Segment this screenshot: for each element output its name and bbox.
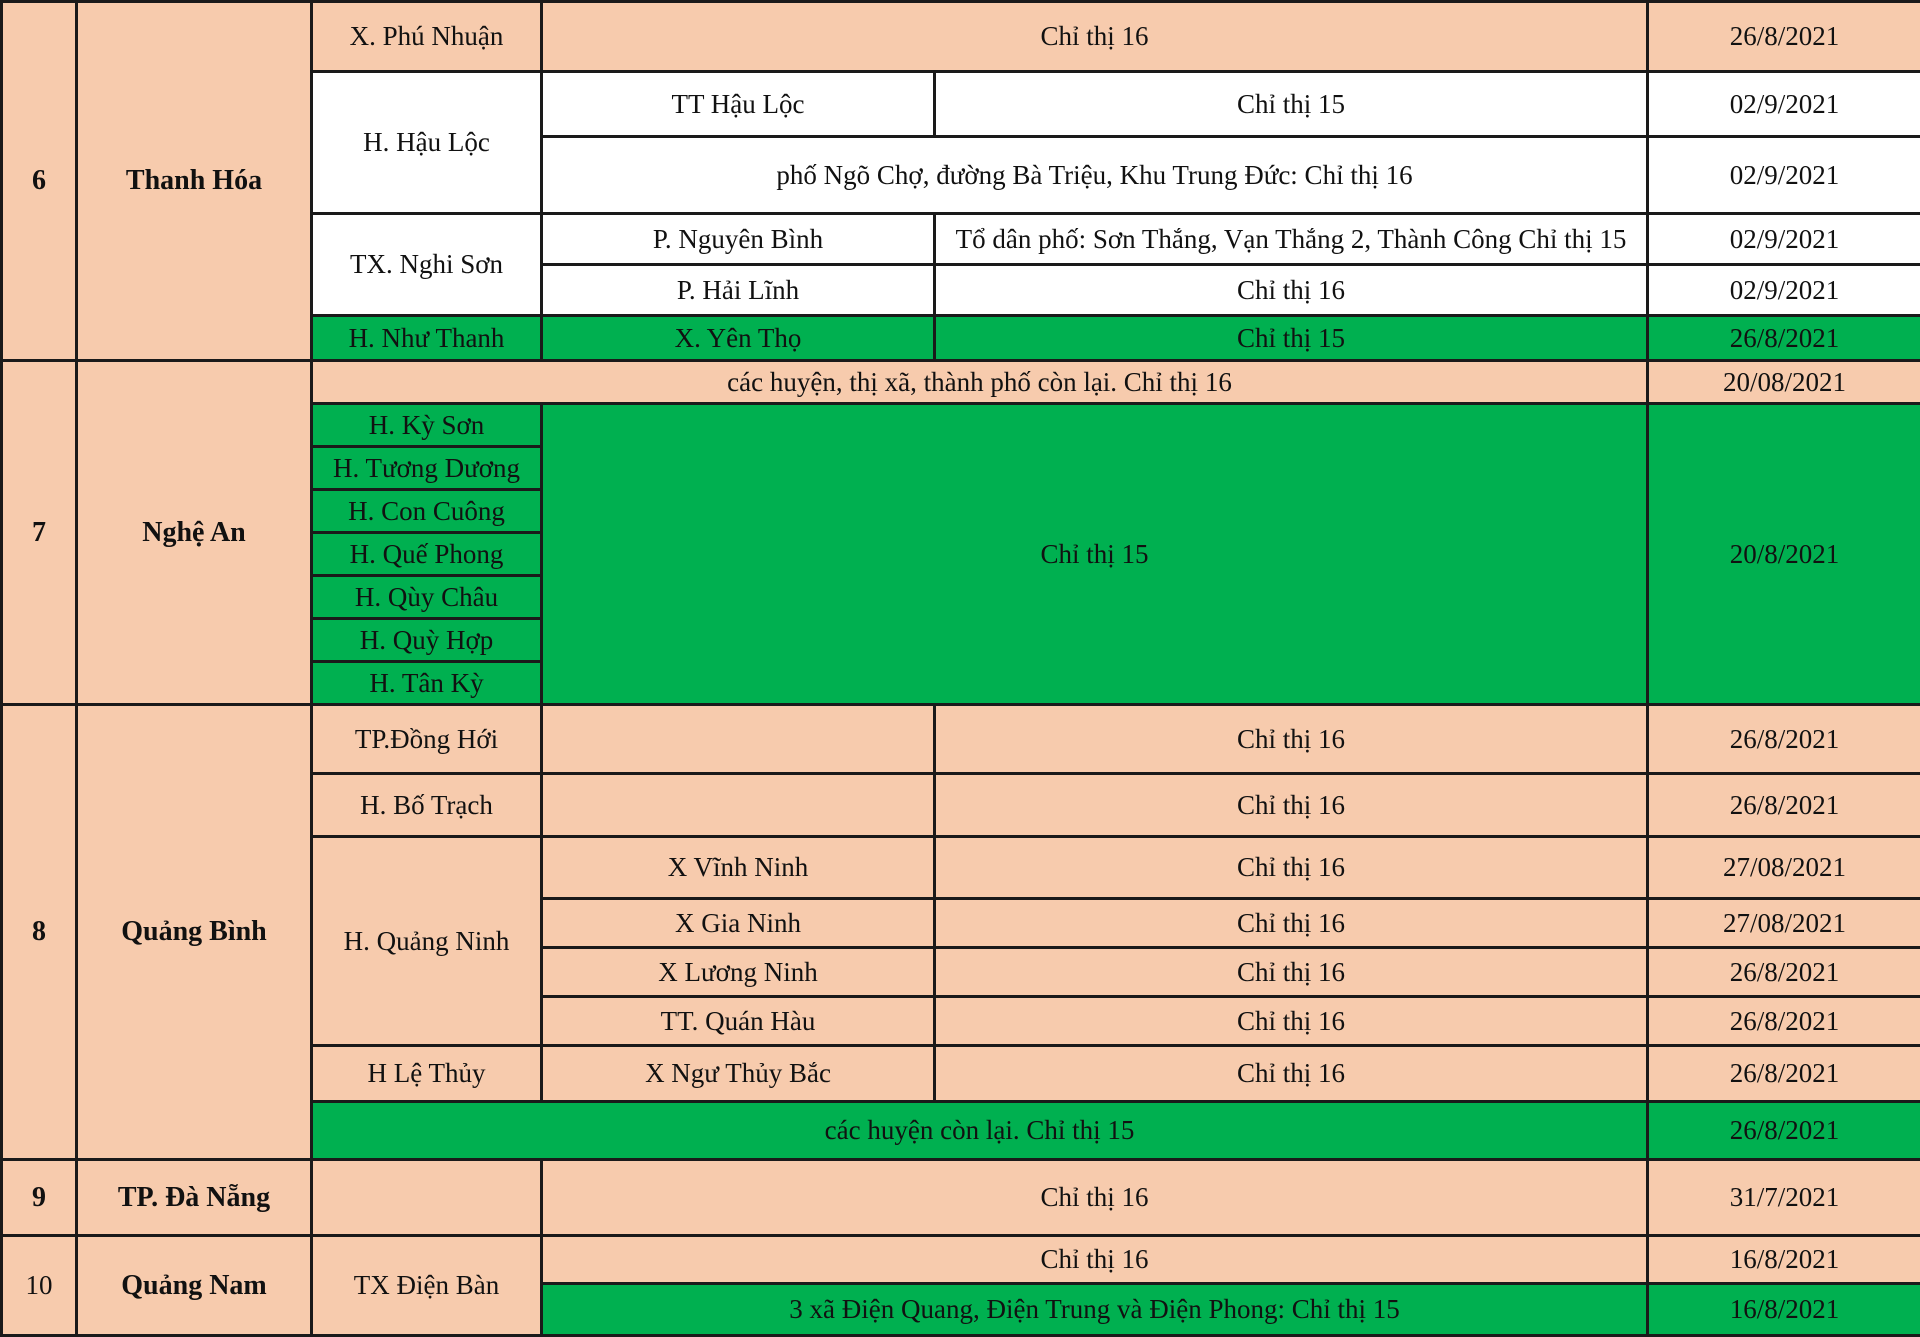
measure-cell: các huyện còn lại. Chỉ thị 15 bbox=[312, 1102, 1648, 1160]
measure-cell: Chỉ thị 16 bbox=[935, 705, 1648, 774]
date-cell: 26/8/2021 bbox=[1648, 1102, 1920, 1160]
area-cell bbox=[542, 705, 935, 774]
area-cell bbox=[542, 774, 935, 837]
date-cell: 26/8/2021 bbox=[1648, 2, 1920, 72]
date-cell: 02/9/2021 bbox=[1648, 214, 1920, 265]
date-cell: 26/8/2021 bbox=[1648, 948, 1920, 997]
group-measure-cell: Chỉ thị 15 bbox=[542, 404, 1648, 705]
district-cell: TP.Đồng Hới bbox=[312, 705, 542, 774]
area-cell: X Lương Ninh bbox=[542, 948, 935, 997]
measure-cell: Chỉ thị 16 bbox=[542, 1160, 1648, 1236]
date-cell: 02/9/2021 bbox=[1648, 72, 1920, 137]
province-name: TP. Đà Nẵng bbox=[77, 1160, 312, 1236]
row-number: 10 bbox=[2, 1236, 77, 1336]
group-date-cell: 20/8/2021 bbox=[1648, 404, 1920, 705]
date-cell: 26/8/2021 bbox=[1648, 316, 1920, 361]
date-cell: 02/9/2021 bbox=[1648, 137, 1920, 214]
measure-cell: Chỉ thị 15 bbox=[935, 316, 1648, 361]
area-cell: TT Hậu Lộc bbox=[542, 72, 935, 137]
area-cell: X Gia Ninh bbox=[542, 899, 935, 948]
district-cell: H. Tân Kỳ bbox=[312, 662, 542, 705]
date-cell: 02/9/2021 bbox=[1648, 265, 1920, 316]
date-cell: 26/8/2021 bbox=[1648, 1046, 1920, 1102]
district-cell: H. Qùy Châu bbox=[312, 576, 542, 619]
province-name: Thanh Hóa bbox=[77, 2, 312, 361]
table-row bbox=[2, 2, 1920, 72]
date-cell: 20/08/2021 bbox=[1648, 361, 1920, 404]
date-cell: 16/8/2021 bbox=[1648, 1284, 1920, 1336]
district-cell: TX. Nghi Sơn bbox=[312, 214, 542, 316]
district-cell: H. Như Thanh bbox=[312, 316, 542, 361]
measure-cell: Chỉ thị 16 bbox=[935, 774, 1648, 837]
province-name: Nghệ An bbox=[77, 361, 312, 705]
date-cell: 27/08/2021 bbox=[1648, 837, 1920, 899]
measure-cell: Chỉ thị 15 bbox=[935, 72, 1648, 137]
province-name: Quảng Bình bbox=[77, 705, 312, 1160]
measure-cell: 3 xã Điện Quang, Điện Trung và Điện Phong: Chỉ thị 15 bbox=[542, 1284, 1648, 1336]
measure-cell: Chỉ thị 16 bbox=[935, 948, 1648, 997]
row-number: 9 bbox=[2, 1160, 77, 1236]
table-row bbox=[2, 1160, 1920, 1236]
district-cell: H. Bố Trạch bbox=[312, 774, 542, 837]
district-cell: X. Phú Nhuận bbox=[312, 2, 542, 72]
district-cell: H. Tương Dương bbox=[312, 447, 542, 490]
row-number: 6 bbox=[2, 2, 77, 361]
area-cell: X Vĩnh Ninh bbox=[542, 837, 935, 899]
date-cell: 26/8/2021 bbox=[1648, 705, 1920, 774]
area-cell: X. Yên Thọ bbox=[542, 316, 935, 361]
date-cell: 31/7/2021 bbox=[1648, 1160, 1920, 1236]
area-cell: X Ngư Thủy Bắc bbox=[542, 1046, 935, 1102]
table-row bbox=[2, 705, 1920, 774]
row-number: 7 bbox=[2, 361, 77, 705]
date-cell: 26/8/2021 bbox=[1648, 997, 1920, 1046]
district-cell: H. Kỳ Sơn bbox=[312, 404, 542, 447]
district-cell: H. Hậu Lộc bbox=[312, 72, 542, 214]
area-cell: TT. Quán Hàu bbox=[542, 997, 935, 1046]
measure-cell: Chỉ thị 16 bbox=[935, 265, 1648, 316]
measure-cell: Chỉ thị 16 bbox=[935, 997, 1648, 1046]
measure-cell: Chỉ thị 16 bbox=[542, 1236, 1648, 1284]
row-number: 8 bbox=[2, 705, 77, 1160]
date-cell: 16/8/2021 bbox=[1648, 1236, 1920, 1284]
district-cell: H Lệ Thủy bbox=[312, 1046, 542, 1102]
province-name: Quảng Nam bbox=[77, 1236, 312, 1336]
table-row bbox=[2, 361, 1920, 404]
measure-cell: phố Ngõ Chợ, đường Bà Triệu, Khu Trung Đức: Chỉ thị 16 bbox=[542, 137, 1648, 214]
measure-cell: Chỉ thị 16 bbox=[935, 837, 1648, 899]
date-cell: 27/08/2021 bbox=[1648, 899, 1920, 948]
district-cell: H. Quảng Ninh bbox=[312, 837, 542, 1046]
measure-cell: Tổ dân phố: Sơn Thắng, Vạn Thắng 2, Thành Công Chỉ thị 15 bbox=[935, 214, 1648, 265]
area-cell: P. Hải Lĩnh bbox=[542, 265, 935, 316]
area-cell: P. Nguyên Bình bbox=[542, 214, 935, 265]
measure-cell: Chỉ thị 16 bbox=[935, 899, 1648, 948]
measure-cell: Chỉ thị 16 bbox=[542, 2, 1648, 72]
measure-cell: Chỉ thị 16 bbox=[935, 1046, 1648, 1102]
district-cell: TX Điện Bàn bbox=[312, 1236, 542, 1336]
district-cell: H. Quỳ Hợp bbox=[312, 619, 542, 662]
table-row bbox=[2, 1236, 1920, 1284]
date-cell: 26/8/2021 bbox=[1648, 774, 1920, 837]
district-cell: H. Con Cuông bbox=[312, 490, 542, 533]
district-cell: H. Quế Phong bbox=[312, 533, 542, 576]
district-cell bbox=[312, 1160, 542, 1236]
measure-cell: các huyện, thị xã, thành phố còn lại. Chỉ thị 16 bbox=[312, 361, 1648, 404]
